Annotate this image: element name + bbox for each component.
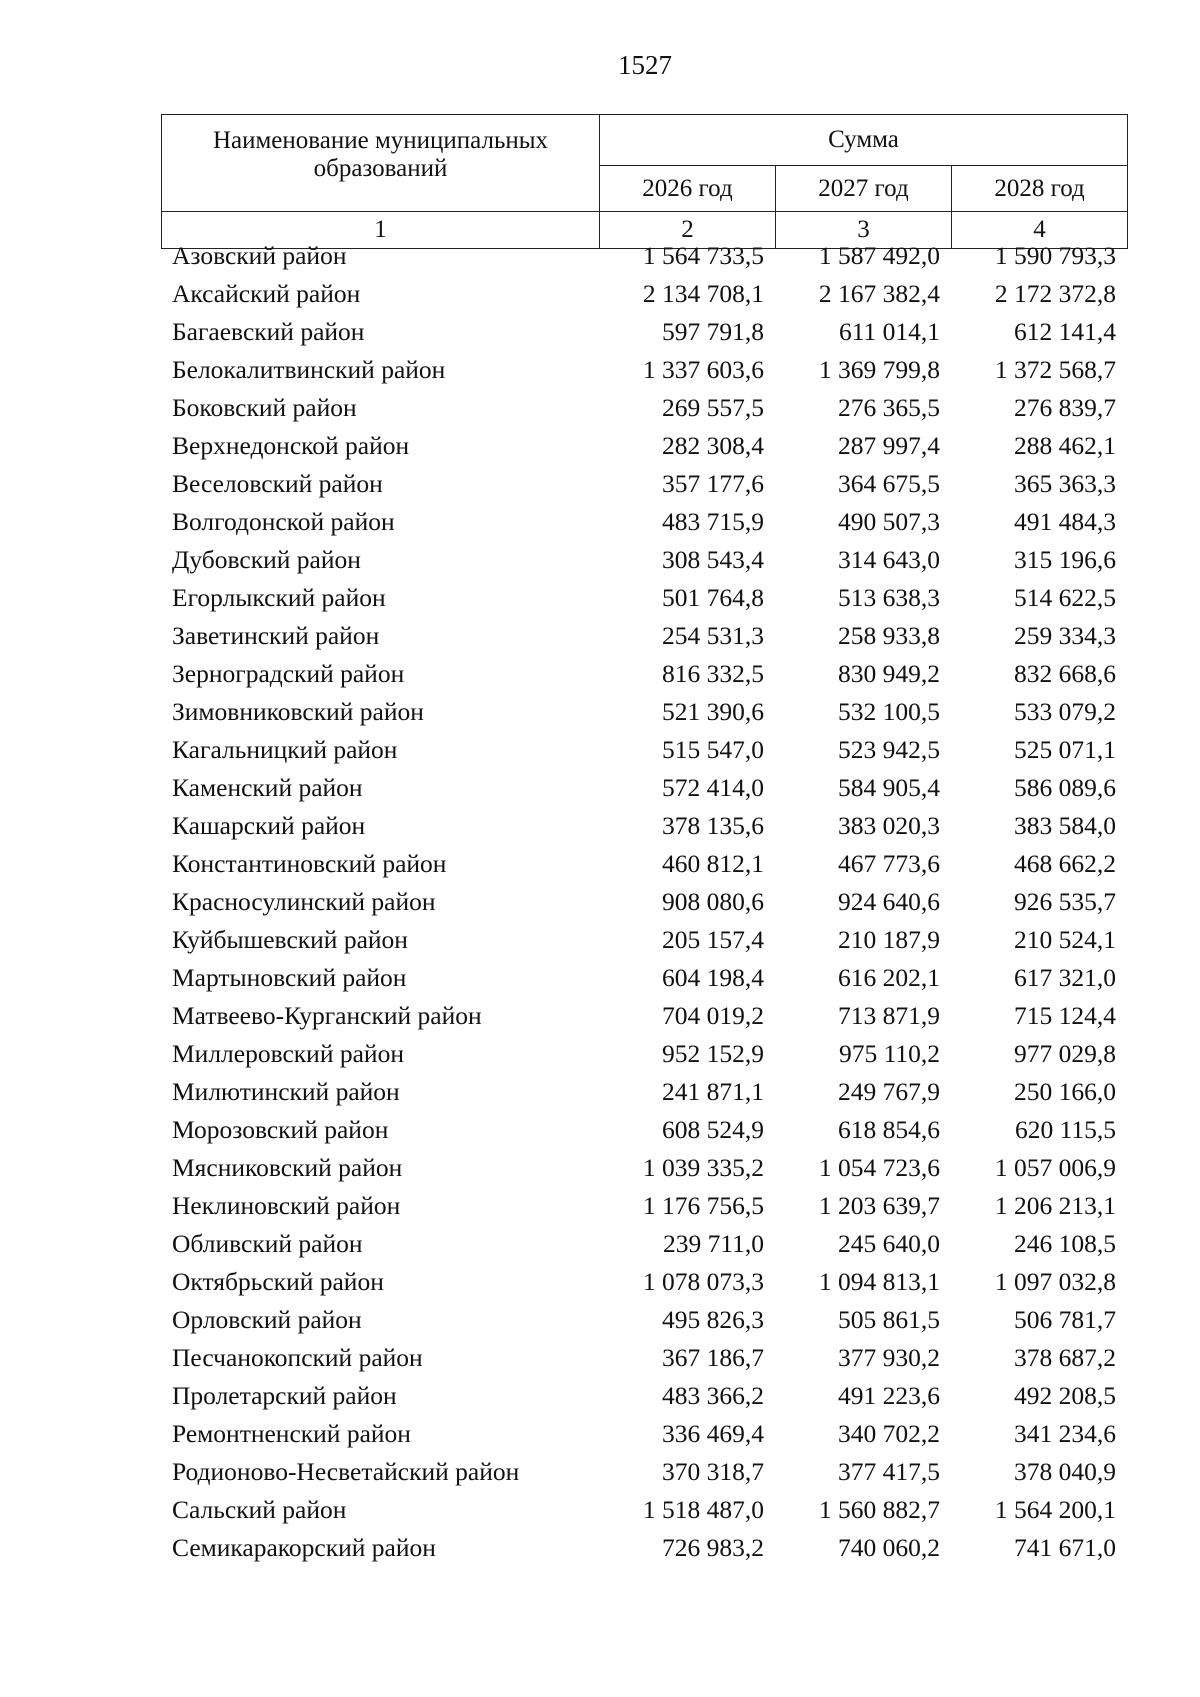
page-number: 1527 [618,50,672,80]
column-number-4: 4 [952,212,1128,249]
municipality-name: Куйбышевский район [172,925,408,954]
value-2028: 586 089,6 [1014,773,1116,802]
column-number-3: 3 [776,212,952,249]
value-2027: 1 203 639,7 [818,1191,940,1220]
value-2027: 830 949,2 [838,659,940,688]
value-2028: 383 584,0 [1014,811,1116,840]
value-2026: 704 019,2 [662,1001,764,1030]
table-row [161,807,1127,845]
value-2028: 741 671,0 [1014,1533,1116,1562]
municipality-name: Неклиновский район [172,1191,401,1220]
table-row [161,351,1127,389]
header-year-2028: 2028 год [952,165,1128,211]
value-2028: 250 166,0 [1014,1077,1116,1106]
value-2027: 975 110,2 [838,1039,940,1068]
value-2028: 514 622,5 [1014,583,1116,612]
municipality-name: Орловский район [172,1305,362,1334]
header-municipality-name: Наименование муниципальных образований [162,115,600,212]
municipality-name: Морозовский район [172,1115,389,1144]
municipality-name: Кагальницкий район [172,735,398,764]
table-row [161,541,1127,579]
municipality-name: Родионово-Несветайский район [172,1457,520,1486]
value-2028: 276 839,7 [1014,393,1116,422]
municipality-name: Кашарский район [172,811,366,840]
value-2027: 249 767,9 [838,1077,940,1106]
value-2026: 495 826,3 [662,1305,764,1334]
value-2027: 377 930,2 [838,1343,940,1372]
value-2027: 505 861,5 [838,1305,940,1334]
table-row [161,1415,1127,1453]
table-row [161,1339,1127,1377]
value-2027: 616 202,1 [838,963,940,992]
municipality-name: Красносулинский район [172,887,436,916]
value-2027: 1 560 882,7 [818,1495,940,1524]
header-sum: Сумма [600,115,1128,166]
municipality-name: Константиновский район [172,849,447,878]
header-year-2026: 2026 год [600,165,776,211]
table-row [161,503,1127,541]
value-2026: 604 198,4 [662,963,764,992]
header-year-2027: 2027 год [776,165,952,211]
value-2028: 533 079,2 [1014,697,1116,726]
value-2026: 1 564 733,5 [642,241,764,270]
value-2026: 241 871,1 [662,1077,764,1106]
value-2028: 288 462,1 [1014,431,1116,460]
value-2027: 340 702,2 [838,1419,940,1448]
value-2026: 1 039 335,2 [642,1153,764,1182]
table-row [161,769,1127,807]
table-row [161,275,1127,313]
value-2027: 258 933,8 [838,621,940,650]
value-2027: 491 223,6 [838,1381,940,1410]
table-row [161,1263,1127,1301]
municipality-name: Заветинский район [172,621,380,650]
municipality-name: Сальский район [172,1495,347,1524]
table-row [161,883,1127,921]
value-2028: 315 196,6 [1014,545,1116,574]
municipality-name: Егорлыкский район [172,583,386,612]
value-2027: 1 369 799,8 [818,355,940,384]
table-row [161,997,1127,1035]
value-2027: 210 187,9 [838,925,940,954]
value-2026: 460 812,1 [662,849,764,878]
municipality-name: Белокалитвинский район [172,355,446,384]
table-row [161,1035,1127,1073]
value-2026: 515 547,0 [662,735,764,764]
value-2028: 365 363,3 [1014,469,1116,498]
municipality-name: Каменский район [172,773,363,802]
value-2028: 246 108,5 [1014,1229,1116,1258]
value-2027: 740 060,2 [838,1533,940,1562]
value-2028: 832 668,6 [1014,659,1116,688]
municipality-name: Азовский район [172,241,347,270]
municipality-name: Матвеево-Курганский район [172,1001,482,1030]
value-2026: 357 177,6 [662,469,764,498]
municipality-name: Обливский район [172,1229,363,1258]
value-2027: 523 942,5 [838,735,940,764]
value-2026: 254 531,3 [662,621,764,650]
value-2027: 924 640,6 [838,887,940,916]
value-2028: 620 115,5 [1014,1115,1116,1144]
value-2026: 2 134 708,1 [642,279,764,308]
municipality-name: Верхнедонской район [172,431,410,460]
municipality-name: Зимовниковский район [172,697,424,726]
table-row [161,313,1127,351]
data-table-body [161,237,1127,1567]
value-2026: 308 543,4 [662,545,764,574]
value-2028: 525 071,1 [1014,735,1116,764]
table-row [161,617,1127,655]
value-2026: 378 135,6 [662,811,764,840]
municipality-name: Октябрьский район [172,1267,384,1296]
table-row [161,1149,1127,1187]
municipality-name: Боковский район [172,393,357,422]
table-row [161,921,1127,959]
municipality-name: Ремонтненский район [172,1419,411,1448]
value-2028: 617 321,0 [1014,963,1116,992]
value-2028: 378 687,2 [1014,1343,1116,1372]
municipality-name: Мартыновский район [172,963,407,992]
municipality-name: Мясниковский район [172,1153,403,1182]
value-2027: 467 773,6 [838,849,940,878]
value-2028: 210 524,1 [1014,925,1116,954]
value-2027: 713 871,9 [838,1001,940,1030]
table-row [161,389,1127,427]
value-2026: 501 764,8 [662,583,764,612]
value-2027: 364 675,5 [838,469,940,498]
table-row [161,1225,1127,1263]
value-2028: 1 564 200,1 [994,1495,1116,1524]
value-2028: 2 172 372,8 [994,279,1116,308]
value-2026: 370 318,7 [662,1457,764,1486]
value-2027: 584 905,4 [838,773,940,802]
value-2026: 726 983,2 [662,1533,764,1562]
municipality-name: Дубовский район [172,545,361,574]
municipality-name: Милютинский район [172,1077,400,1106]
value-2028: 492 208,5 [1014,1381,1116,1410]
value-2027: 2 167 382,4 [818,279,940,308]
value-2026: 1 176 756,5 [642,1191,764,1220]
municipality-name: Аксайский район [172,279,361,308]
municipality-name: Миллеровский район [172,1039,404,1068]
value-2028: 1 206 213,1 [994,1191,1116,1220]
table-row [161,465,1127,503]
value-2027: 287 997,4 [838,431,940,460]
column-number-1: 1 [162,212,600,249]
value-2026: 367 186,7 [662,1343,764,1372]
table-row [161,959,1127,997]
table-row [161,1187,1127,1225]
value-2026: 282 308,4 [662,431,764,460]
value-2028: 977 029,8 [1014,1039,1116,1068]
municipality-name: Семикаракорский район [172,1533,436,1562]
value-2028: 468 662,2 [1014,849,1116,878]
value-2028: 378 040,9 [1014,1457,1116,1486]
value-2028: 506 781,7 [1014,1305,1116,1334]
value-2028: 715 124,4 [1014,1001,1116,1030]
value-2026: 521 390,6 [662,697,764,726]
table-row [161,693,1127,731]
value-2026: 1 337 603,6 [642,355,764,384]
table-row [161,1377,1127,1415]
table-row [161,427,1127,465]
municipality-name: Зерноградский район [172,659,405,688]
data-table [161,237,1127,1567]
value-2026: 269 557,5 [662,393,764,422]
value-2026: 816 332,5 [662,659,764,688]
value-2026: 1 078 073,3 [642,1267,764,1296]
municipality-name: Песчанокопский район [172,1343,423,1372]
municipality-name: Пролетарский район [172,1381,397,1410]
table-row [161,655,1127,693]
value-2028: 1 590 793,3 [994,241,1116,270]
value-2026: 205 157,4 [662,925,764,954]
table-row [161,1073,1127,1111]
value-2026: 483 715,9 [662,507,764,536]
value-2027: 618 854,6 [838,1115,940,1144]
value-2027: 377 417,5 [838,1457,940,1486]
value-2026: 608 524,9 [662,1115,764,1144]
table-row [161,1453,1127,1491]
table-row [161,579,1127,617]
value-2026: 483 366,2 [662,1381,764,1410]
value-2028: 926 535,7 [1014,887,1116,916]
value-2026: 952 152,9 [662,1039,764,1068]
value-2028: 612 141,4 [1014,317,1116,346]
value-2027: 1 094 813,1 [818,1267,940,1296]
table-row [161,1529,1127,1567]
municipality-name: Веселовский район [172,469,383,498]
value-2027: 276 365,5 [838,393,940,422]
value-2026: 336 469,4 [662,1419,764,1448]
value-2028: 1 372 568,7 [994,355,1116,384]
table-row [161,1111,1127,1149]
value-2027: 1 054 723,6 [818,1153,940,1182]
value-2026: 239 711,0 [662,1229,764,1258]
table-row [161,237,1127,275]
value-2027: 1 587 492,0 [818,241,940,270]
value-2027: 383 020,3 [838,811,940,840]
value-2028: 491 484,3 [1014,507,1116,536]
value-2026: 908 080,6 [662,887,764,916]
table-header [161,114,1128,249]
value-2028: 259 334,3 [1014,621,1116,650]
municipality-name: Волгодонской район [172,507,395,536]
table-row [161,1301,1127,1339]
value-2027: 245 640,0 [838,1229,940,1258]
value-2026: 572 414,0 [662,773,764,802]
value-2026: 1 518 487,0 [642,1495,764,1524]
value-2028: 1 057 006,9 [994,1153,1116,1182]
value-2027: 513 638,3 [838,583,940,612]
value-2027: 490 507,3 [838,507,940,536]
table-row [161,845,1127,883]
table-row [161,1491,1127,1529]
table-row [161,731,1127,769]
value-2027: 314 643,0 [838,545,940,574]
value-2028: 341 234,6 [1014,1419,1116,1448]
column-number-2: 2 [600,212,776,249]
value-2027: 532 100,5 [838,697,940,726]
value-2027: 611 014,1 [838,317,940,346]
municipality-name: Багаевский район [172,317,365,346]
value-2026: 597 791,8 [662,317,764,346]
value-2028: 1 097 032,8 [994,1267,1116,1296]
